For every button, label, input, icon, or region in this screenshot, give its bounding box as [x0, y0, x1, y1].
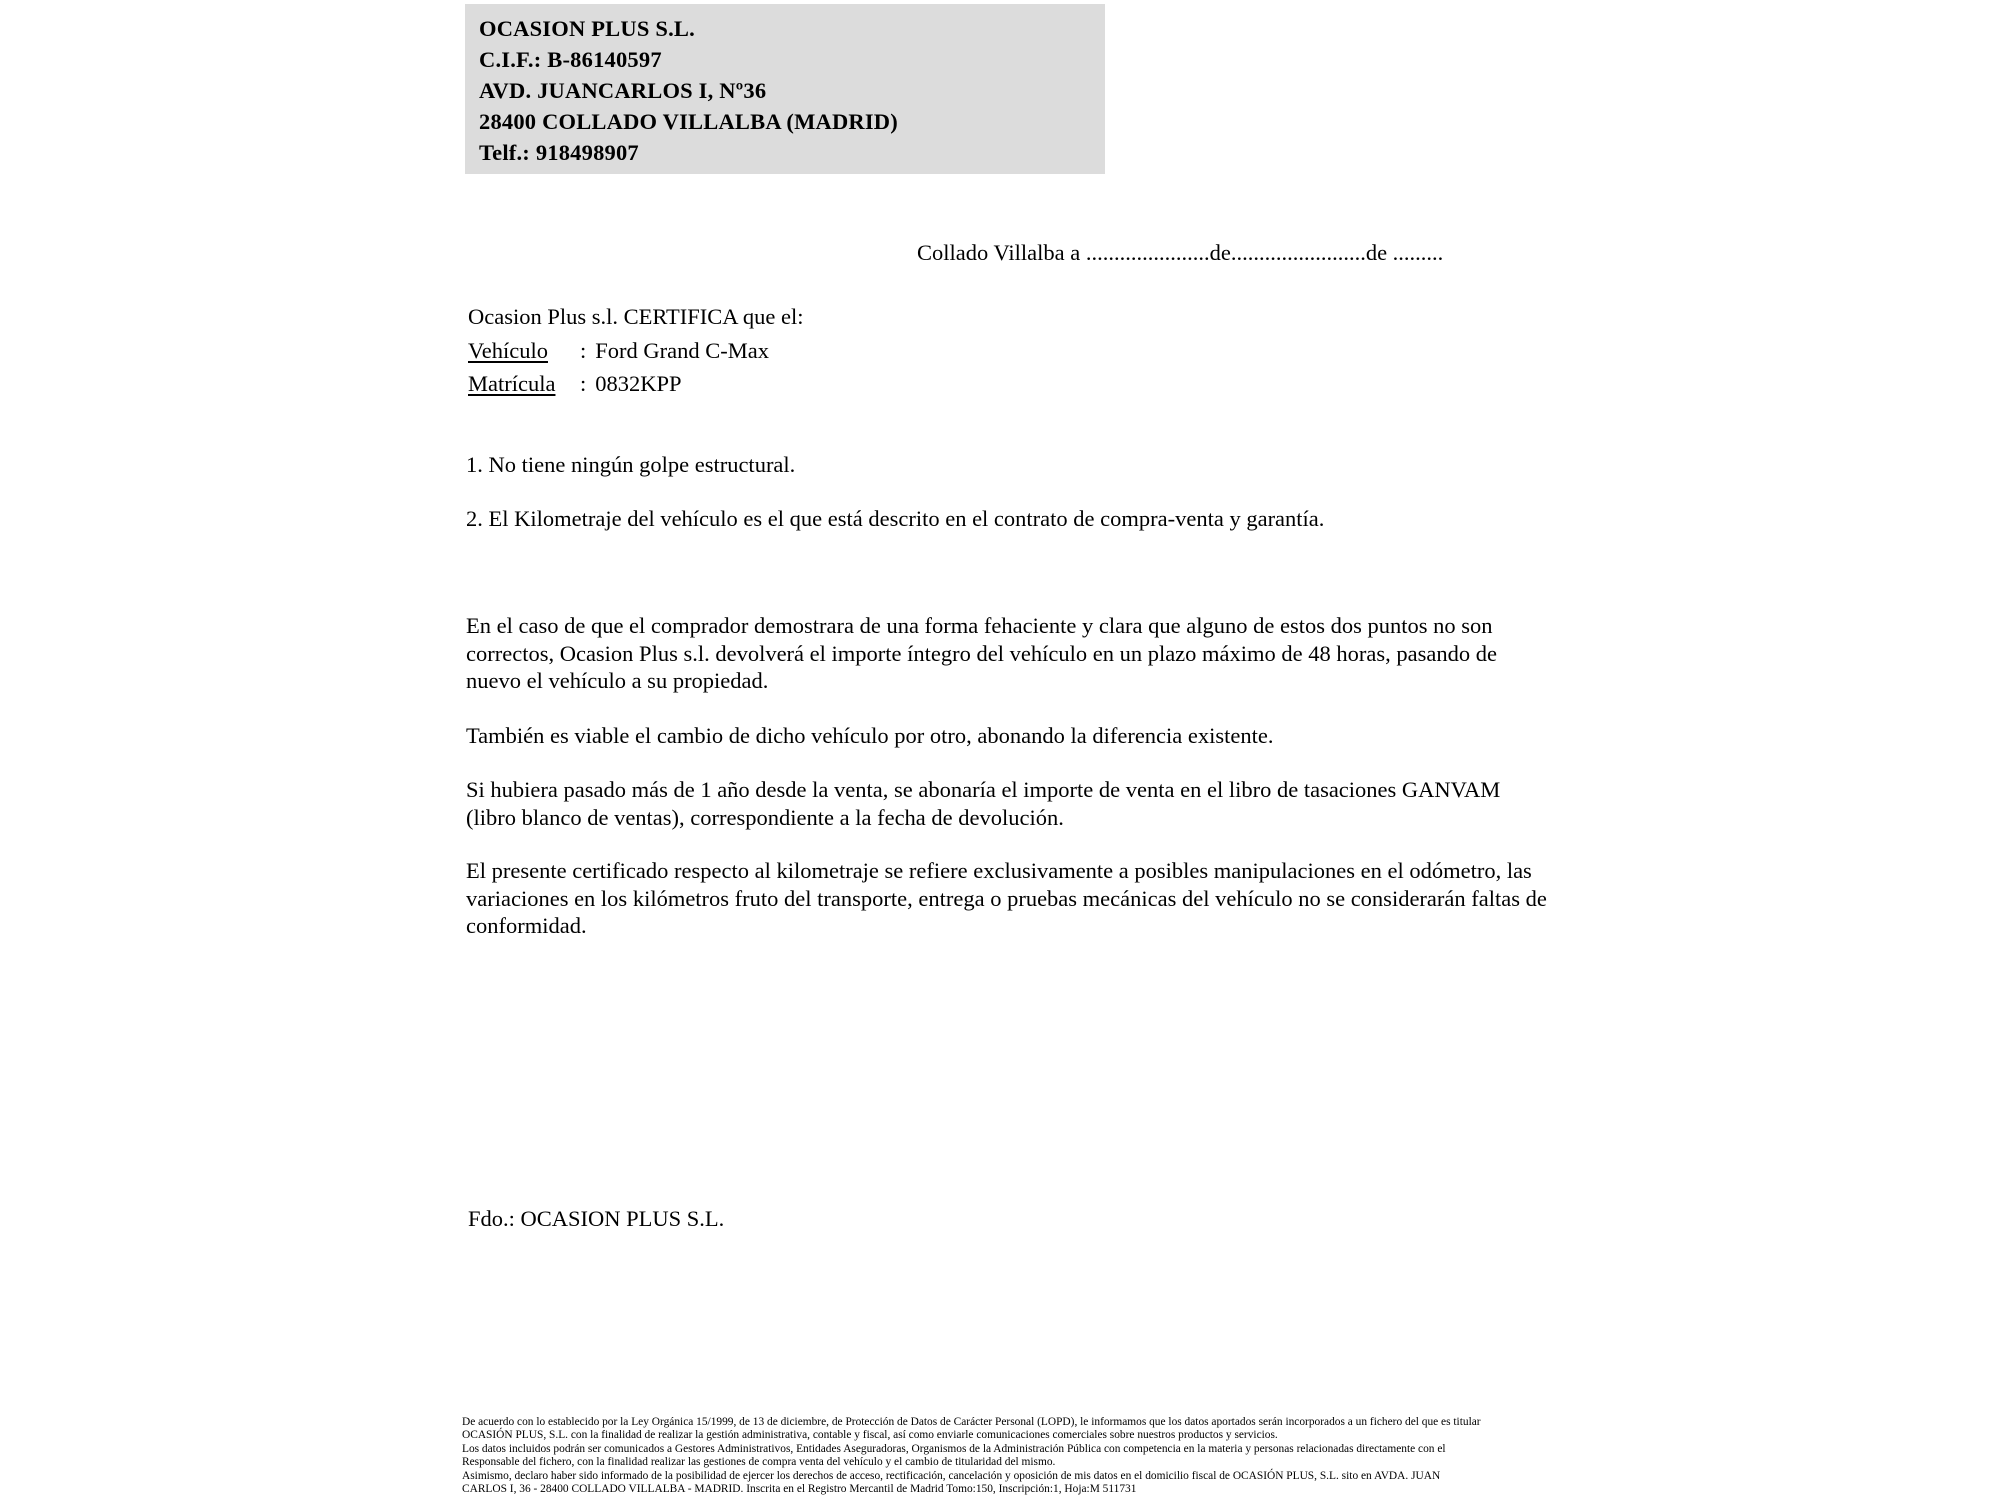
- vehicle-field-row: [468, 334, 804, 368]
- signature-line: Fdo.: OCASION PLUS S.L.: [468, 1206, 725, 1231]
- company-header-box: [465, 4, 1105, 174]
- plate-field-separator: :: [580, 371, 587, 396]
- company-city: 28400 COLLADO VILLALBA (MADRID): [479, 109, 898, 134]
- plate-field-label: Matrícula: [468, 371, 556, 396]
- legal-footer-line: De acuerdo con lo establecido por la Ley Orgánica 15/1999, de 13 de diciembre, de Protección de Datos de Carácter Personal (LOPD), le informamos que los datos aportados serán incorporados a un fichero del que es titular: [462, 1416, 1481, 1428]
- legal-footer-line: Responsable del fichero, con la finalidad realizar las gestiones de compra venta del vehículo y el cambio de titularidad del mismo.: [462, 1456, 1056, 1469]
- paragraph-refund-policy: En el caso de que el comprador demostrara de una forma fehaciente y clara que alguno de estos dos puntos no son correctos, Ocasion Plus s.l. devolverá el importe íntegro del vehículo en un plazo máximo de 48 horas, pasando de nuevo el vehículo a su propiedad.: [466, 613, 1497, 694]
- paragraph-ganvam-valuation: Si hubiera pasado más de 1 año desde la venta, se abonaría el importe de venta en el libro de tasaciones GANVAM (libro blanco de ventas), correspondiente a la fecha de devolución.: [466, 777, 1501, 830]
- plate-field-value: 0832KPP: [595, 371, 682, 396]
- legal-footer-line: CARLOS I, 36 - 28400 COLLADO VILLALBA - MADRID. Inscrita en el Registro Mercantil de Madrid Tomo:150, Inscripción:1, Hoja:M 511731: [462, 1483, 1137, 1496]
- paragraph-exchange-option: También es viable el cambio de dicho vehículo por otro, abonando la diferencia existente.: [466, 723, 1274, 748]
- vehicle-field-value: Ford Grand C-Max: [595, 337, 769, 363]
- company-name: OCASION PLUS S.L.: [479, 16, 695, 41]
- certified-point-1: 1. No tiene ningún golpe estructural.: [466, 452, 796, 477]
- plate-field-row: [468, 367, 804, 401]
- company-address: AVD. JUANCARLOS I, Nº36: [479, 78, 767, 103]
- paragraph-odometer-disclaimer: El presente certificado respecto al kilometraje se refiere exclusivamente a posibles manipulaciones en el odómetro, las variaciones en los kilómetros fruto del transporte, entrega o pruebas mecánicas del vehículo no se considerarán faltas de conformidad.: [466, 858, 1547, 939]
- certificate-block: [468, 300, 804, 401]
- company-cif: C.I.F.: B-86140597: [479, 47, 662, 72]
- legal-footer-line: Asimismo, declaro haber sido informado de la posibilidad de ejercer los derechos de acceso, rectificación, cancelación y oposición de mis datos en el domicilio fiscal de OCASIÓN PLUS, S.L. sito en AVDA. JUAN: [462, 1469, 1441, 1482]
- legal-footer-line: Los datos incluidos podrán ser comunicados a Gestores Administrativos, Entidades Aseguradoras, Organismos de la Administración Pública con competencia en la materia y personas relacionadas directamente con el: [462, 1442, 1446, 1455]
- legal-footer-line: OCASIÓN PLUS, S.L. con la finalidad de realizar la gestión administrativa, contable y fiscal, así como enviarle comunicaciones comerciales sobre nuestros productos y servicios.: [462, 1429, 1278, 1442]
- legal-footer: [462, 1416, 1572, 1496]
- company-phone: Telf.: 918498907: [479, 140, 639, 165]
- vehicle-field-label: Vehículo: [468, 337, 548, 363]
- certified-point-2: 2. El Kilometraje del vehículo es el que está descrito en el contrato de compra-venta y garantía.: [466, 506, 1325, 531]
- date-line: Collado Villalba a ......................de........................de .........: [917, 240, 1444, 265]
- certificate-intro: Ocasion Plus s.l. CERTIFICA que el:: [468, 304, 804, 329]
- vehicle-field-separator: :: [580, 337, 587, 363]
